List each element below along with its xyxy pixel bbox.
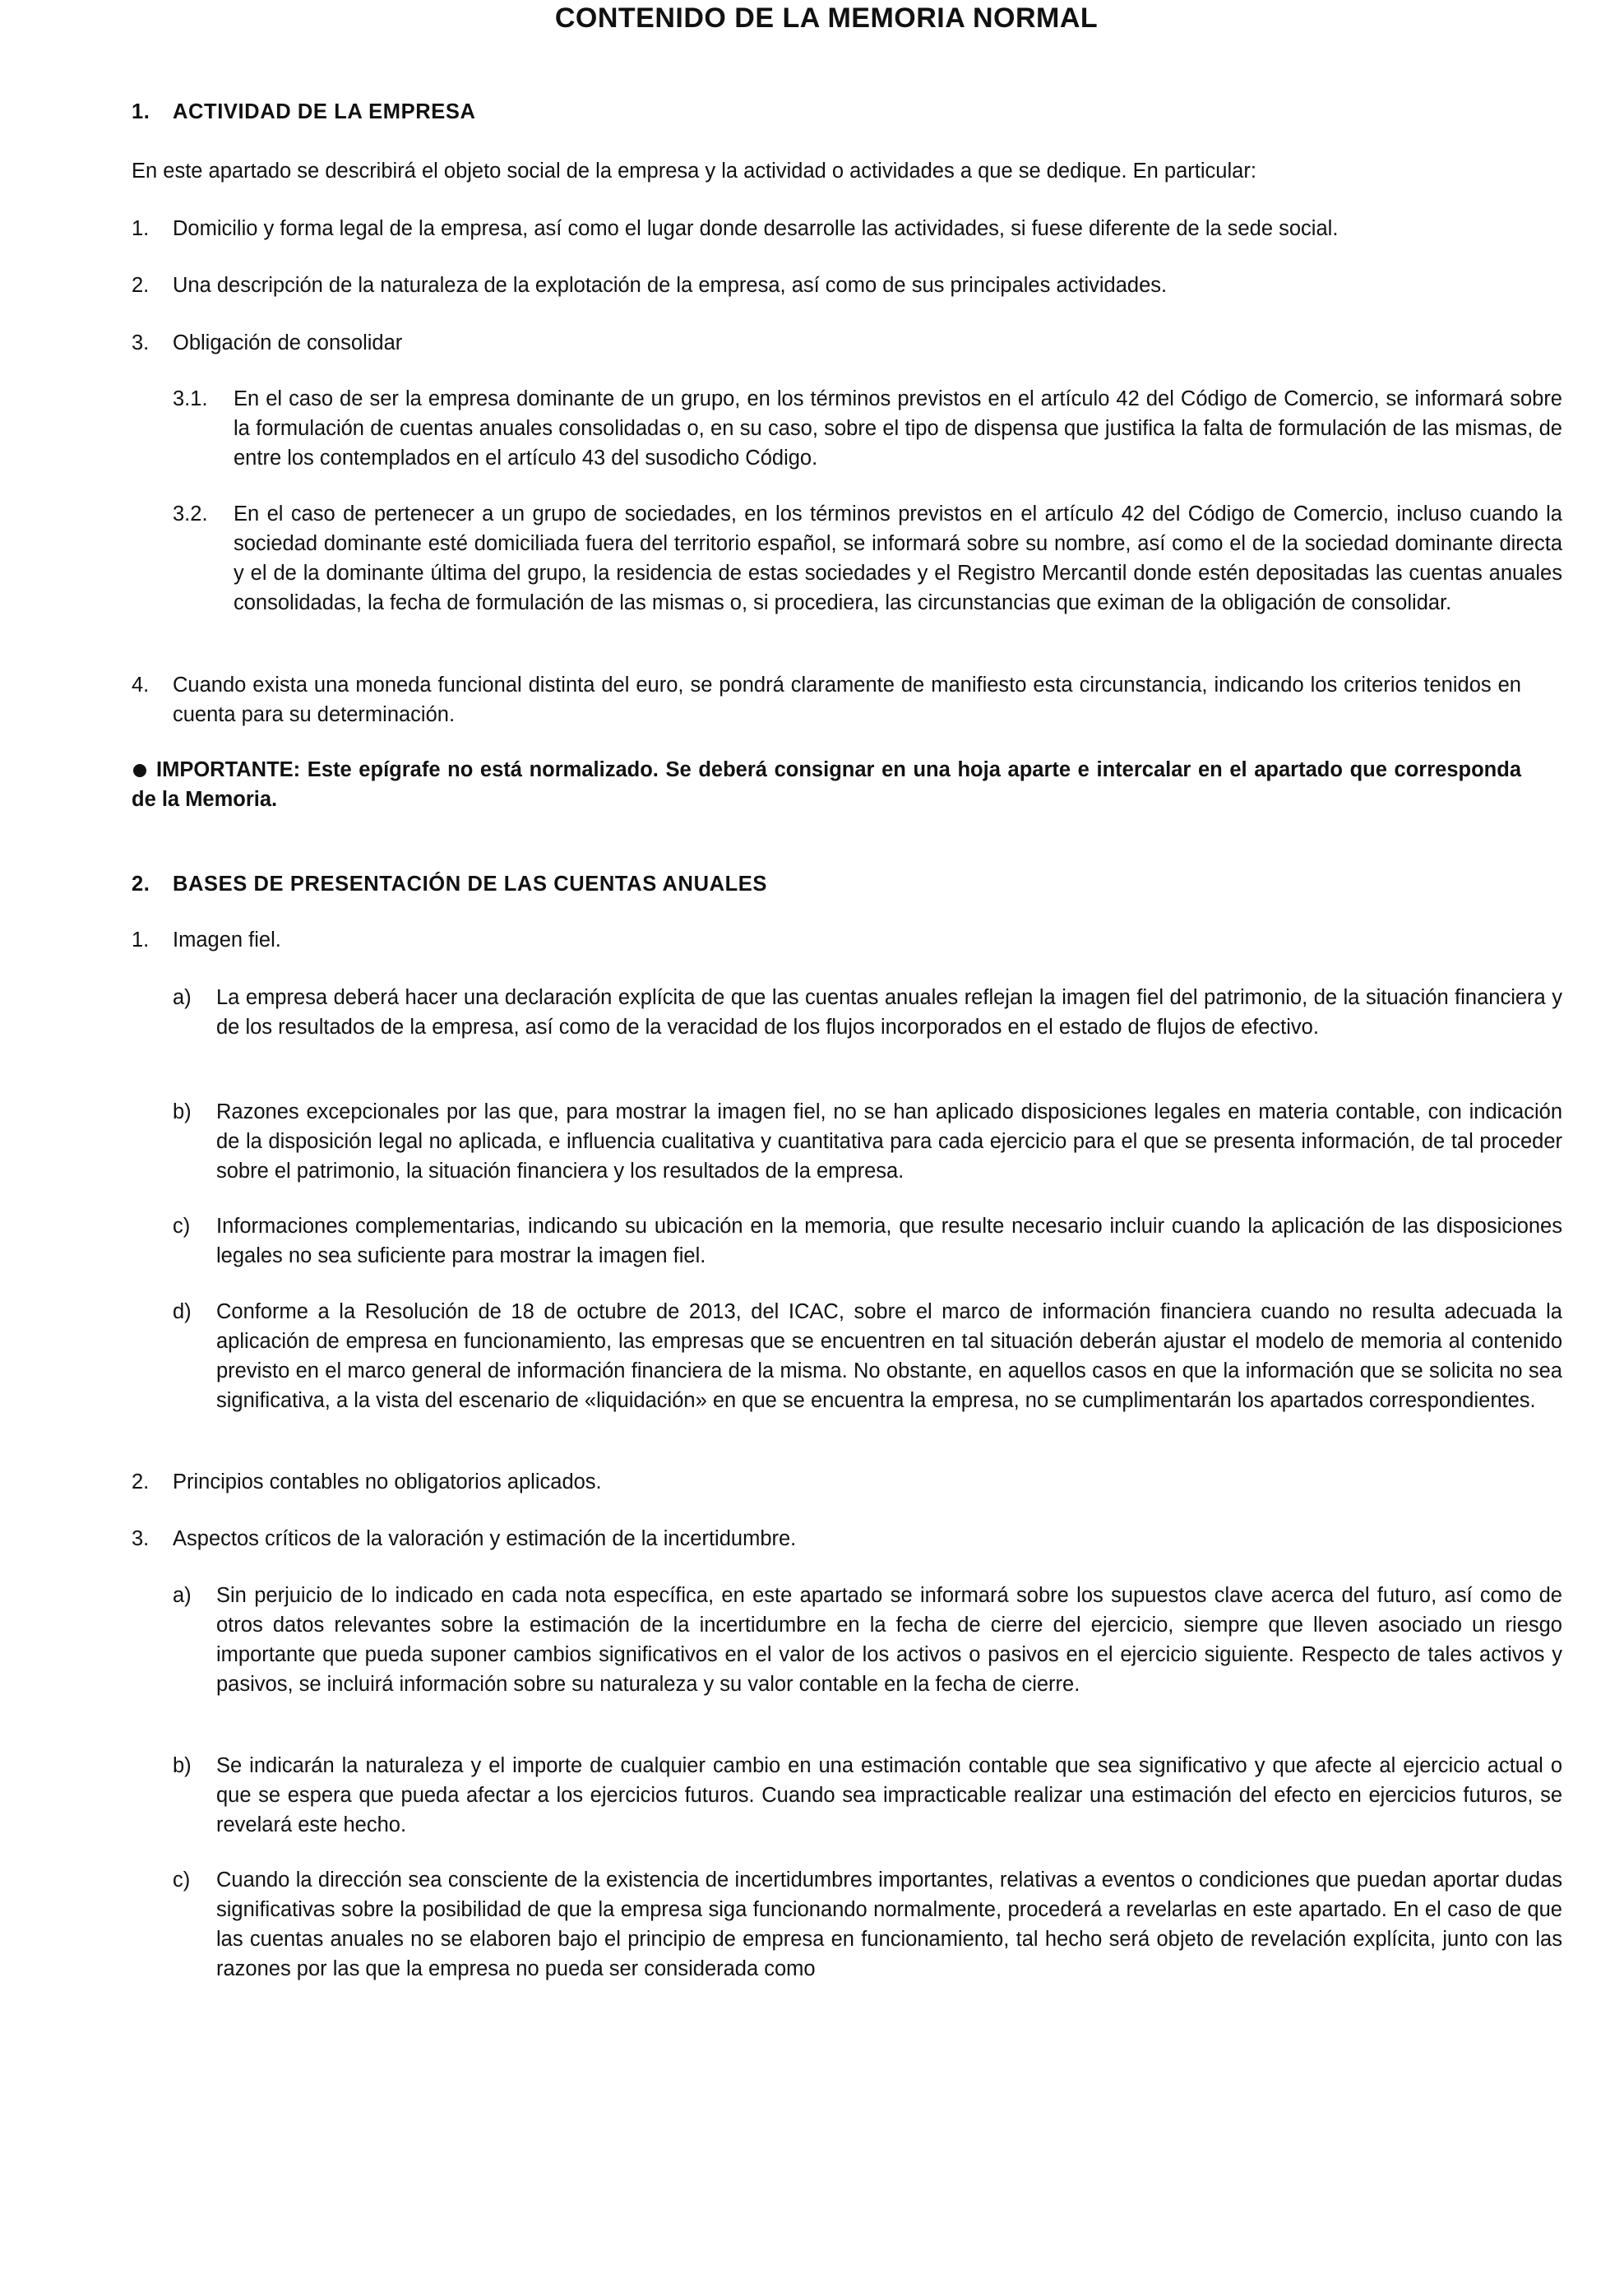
- sub-item-text: Informaciones complementarias, indicando su ubicación en la memoria, que resulte necesario incluir cuando la aplicación de las disposiciones legales no sea suficiente para mostrar la imagen fiel.: [216, 1215, 1562, 1267]
- list-item: [132, 271, 1521, 300]
- section-2-heading: [132, 869, 1521, 899]
- sub-item: [132, 1211, 1562, 1271]
- sub-item-text: Se indicarán la naturaleza y el importe de cualquier cambio en una estimación contable que sea significativo y que afecte al ejercicio actual o que se espera que pueda afectar a los ejercicios futuros. Cuando sea impracticable realizar una estimación del efecto en ejercicios futuros, se revelará este hecho.: [216, 1754, 1562, 1836]
- sub-item-number: 3.1.: [173, 387, 208, 410]
- item-text: Aspectos críticos de la valoración y estimación de la incertidumbre.: [173, 1527, 797, 1550]
- sub-item-text: En el caso de ser la empresa dominante de un grupo, en los términos previstos en el artículo 42 del Código de Comercio, se informará sobre la formulación de cuentas anuales consolidadas o, en su caso, sobre el tipo de dispensa que justifica la falta de formulación de las mismas, de entre los contemplados en el artículo 43 del susodicho Código.: [234, 387, 1562, 470]
- section-1-intro: En este apartado se describirá el objeto social de la empresa y la actividad o actividades a que se dedique. En particular:: [132, 160, 1256, 183]
- item-text: Imagen fiel.: [173, 928, 281, 952]
- list-item: [132, 925, 1521, 955]
- sub-item-text: Conforme a la Resolución de 18 de octubre de 2013, del ICAC, sobre el marco de información financiera cuando no resulta adecuada la aplicación de empresa en funcionamiento, las empresas que se encuentren en tal situación deberán ajustar el modelo de memoria al contenido previsto en el marco general de información financiera de la misma. No obstante, en aquellos casos en que la información que se solicita no sea significativa, a la vista del escenario de «liquidación» en que se encuentra la empresa, no se cumplimentarán los apartados correspondientes.: [216, 1300, 1562, 1412]
- sub-item: [132, 1581, 1562, 1699]
- document-title: CONTENIDO DE LA MEMORIA NORMAL: [554, 2, 1099, 34]
- item-text: Obligación de consolidar: [173, 331, 403, 354]
- sub-item-text: Cuando la dirección sea consciente de la existencia de incertidumbres importantes, relativas a eventos o condiciones que puedan aportar dudas significativas sobre la posibilidad de que la empresa siga funcionando normalmente, procederá a revelarlas en este apartado. En el caso de que las cuentas anuales no se elaboren bajo el principio de empresa en funcionamiento, tal hecho será objeto de revelación explícita, junto con las razones por las que la empresa no pueda ser considerada como: [216, 1869, 1562, 1980]
- item-number: 2.: [132, 274, 150, 297]
- sub-item-letter: b): [173, 1100, 192, 1123]
- item-number: 2.: [132, 1470, 150, 1493]
- section-2-number: 2.: [132, 873, 150, 896]
- sub-item-text: Sin perjuicio de lo indicado en cada nota específica, en este apartado se informará sobre los supuestos clave acerca del futuro, así como de otros datos relevantes sobre la estimación de la incertidumbre en la fecha de cierre del ejercicio, siempre que lleven asociado un riesgo importante que pueda suponer cambios significativos en el valor de los activos o pasivos en el ejercicio siguiente. Respecto de tales activos y pasivos, se incluirá información sobre su naturaleza y su valor contable en la fecha de cierre.: [216, 1584, 1562, 1696]
- item-text: Una descripción de la naturaleza de la explotación de la empresa, así como de sus principales actividades.: [173, 274, 1168, 297]
- sub-item-letter: a): [173, 986, 192, 1009]
- important-note-text: IMPORTANTE: Este epígrafe no está normalizado. Se deberá consignar en una hoja aparte e intercalar en el apartado que corresponda de la Memoria.: [132, 758, 1521, 811]
- sub-item: [132, 384, 1562, 473]
- sub-item: [132, 983, 1562, 1042]
- section-2-title: BASES DE PRESENTACIÓN DE LAS CUENTAS ANUALES: [173, 873, 767, 896]
- sub-item: [132, 1751, 1562, 1840]
- item-number: 4.: [132, 674, 150, 697]
- sub-item-text: En el caso de pertenecer a un grupo de sociedades, en los términos previstos en el artículo 42 del Código de Comercio, incluso cuando la sociedad dominante esté domiciliada fuera del territorio español, se informará sobre su nombre, así como el de la sociedad dominante directa y el de la dominante última del grupo, la residencia de estas sociedades y el Registro Mercantil donde estén depositadas las cuentas anuales consolidadas, la fecha de formulación de las mismas o, si procediera, las circunstancias que eximan de la obligación de consolidar.: [234, 502, 1562, 614]
- sub-item: [132, 1865, 1562, 1984]
- section-1-title: ACTIVIDAD DE LA EMPRESA: [173, 100, 476, 123]
- bullet-icon: [133, 764, 146, 777]
- sub-item-letter: c): [173, 1215, 191, 1238]
- sub-item: [132, 1097, 1562, 1186]
- sub-item: [132, 1297, 1562, 1415]
- sub-item-number: 3.2.: [173, 502, 208, 526]
- sub-item-text: Razones excepcionales por las que, para mostrar la imagen fiel, no se han aplicado disposiciones legales en materia contable, con indicación de la disposición legal no aplicada, e influencia cualitativa y cuantitativa para cada ejercicio para el que se presenta información, de tal proceder sobre el patrimonio, la situación financiera y los resultados de la empresa.: [216, 1100, 1562, 1183]
- important-note: [132, 755, 1521, 814]
- sub-item: [132, 499, 1562, 618]
- item-text: Cuando exista una moneda funcional distinta del euro, se pondrá claramente de manifiesto esta circunstancia, indicando los criterios tenidos en cuenta para su determinación.: [173, 674, 1521, 726]
- sub-item-letter: b): [173, 1754, 192, 1777]
- sub-item-letter: a): [173, 1584, 192, 1607]
- sub-item-letter: c): [173, 1869, 191, 1892]
- item-number: 1.: [132, 928, 150, 952]
- section-1-heading: [132, 97, 1521, 127]
- list-item: [132, 214, 1521, 243]
- list-item: [132, 328, 1521, 358]
- list-item: [132, 1467, 1521, 1497]
- item-text: Domicilio y forma legal de la empresa, así como el lugar donde desarrolle las actividades, si fuese diferente de la sede social.: [173, 217, 1339, 240]
- list-item: [132, 670, 1521, 729]
- item-text: Principios contables no obligatorios aplicados.: [173, 1470, 602, 1493]
- item-number: 3.: [132, 1527, 150, 1550]
- sub-item-text: La empresa deberá hacer una declaración explícita de que las cuentas anuales reflejan la imagen fiel del patrimonio, de la situación financiera y de los resultados de la empresa, así como de la veracidad de los flujos incorporados en el estado de flujos de efectivo.: [216, 986, 1562, 1039]
- item-number: 1.: [132, 217, 150, 240]
- list-item: [132, 1524, 1521, 1554]
- section-1-number: 1.: [132, 100, 150, 123]
- item-number: 3.: [132, 331, 150, 354]
- sub-item-letter: d): [173, 1300, 192, 1323]
